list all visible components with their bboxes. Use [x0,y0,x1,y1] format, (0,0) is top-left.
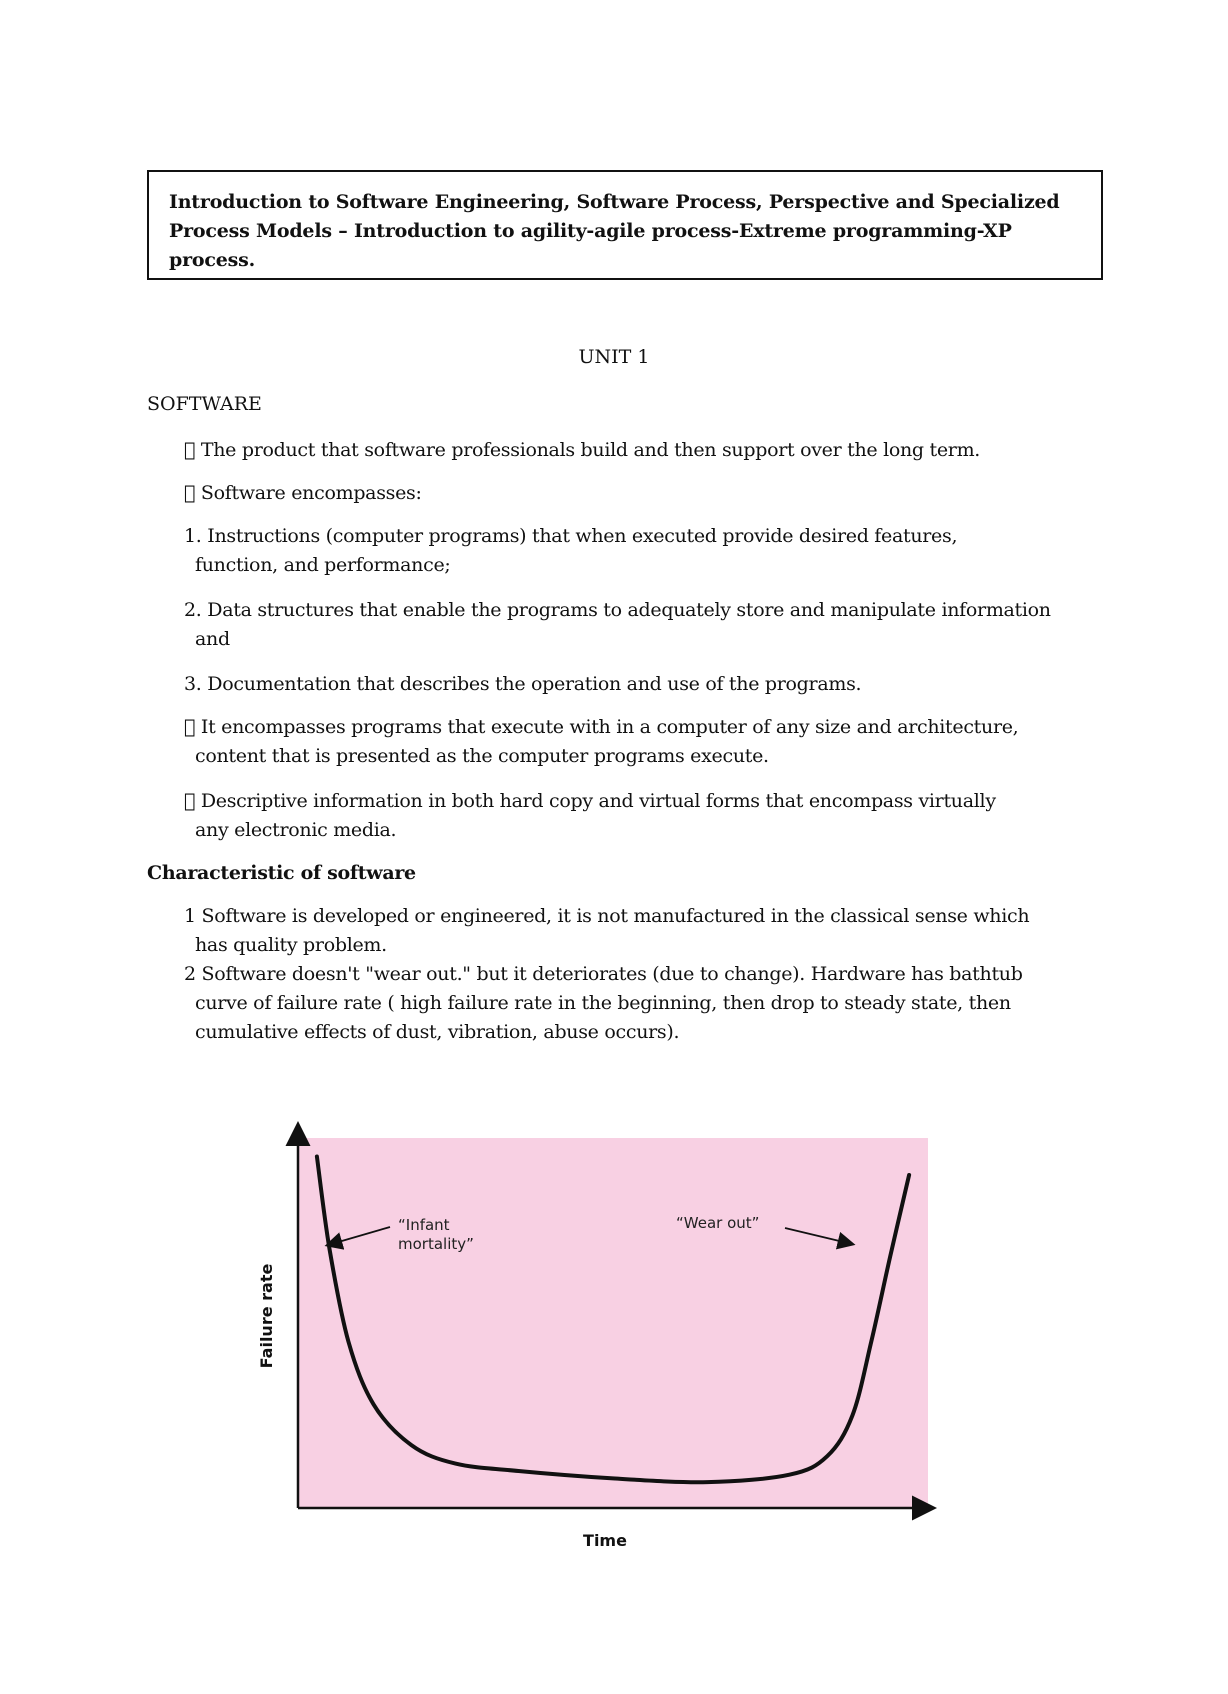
list-item [147,787,1077,845]
list-number: 1 [184,905,196,927]
list-item-continuation: cumulative effects of dust, vibration, abuse occurs). [195,1021,680,1043]
list-item-continuation: any electronic media. [195,819,397,841]
list-item [147,960,1077,1047]
x-axis-label: Time [583,1531,627,1550]
infant-mortality-label-line1: “Infant [398,1216,450,1234]
wear-out-label: “Wear out” [676,1214,760,1232]
infant-mortality-label-line2: mortality” [398,1235,474,1253]
bullet-icon [184,439,195,461]
topics-text: Introduction to Software Engineering, Software Process, Perspective and Specialized Process Models – Introduction to agility-agile process-Extreme programming-XP process. [169,191,1060,271]
chart-svg [257,1120,940,1560]
list-item-continuation: function, and performance; [195,554,451,576]
list-item [147,596,1077,654]
bullet-icon [184,716,195,738]
bullet-icon [184,482,195,504]
y-axis-label: Failure rate [257,1263,276,1369]
list-item-continuation: and [195,628,230,650]
bullet-icon [184,790,195,812]
list-item-text: Software is developed or engineered, it is not manufactured in the classical sense which [201,905,1030,927]
list-item [147,902,1077,960]
list-item-continuation: has quality problem. [195,934,387,956]
list-number: 2 [184,963,196,985]
software-heading: SOFTWARE [147,393,262,415]
topics-box [147,170,1103,280]
list-item-text: Data structures that enable the programs to adequately store and manipulate information [207,599,1051,621]
list-item-text: It encompasses programs that execute with in a computer of any size and architecture, [184,716,1002,738]
characteristic-heading: Characteristic of software [147,862,416,884]
unit-heading: UNIT 1 [578,346,650,368]
list-item-text: Descriptive information in both hard copy and virtual forms that encompass virtually [184,790,979,812]
list-item-text: Software doesn't "wear out." but it deteriorates (due to change). Hardware has bathtub [201,963,1023,985]
list-number: 1. [184,525,202,547]
list-item-continuation: curve of failure rate ( high failure rate in the beginning, then drop to steady state, then [195,992,1011,1014]
bathtub-curve-chart [257,1120,940,1560]
list-item-text: Instructions (computer programs) that when executed provide desired features, [207,525,958,547]
list-item [147,479,1077,508]
list-item-text: Software encompasses: [184,482,405,504]
list-item [147,522,1077,580]
list-item-text: Documentation that describes the operation and use of the programs. [207,673,862,695]
list-number: 3. [184,673,202,695]
list-item-text: The product that software professionals build and then support over the long term. [184,439,964,461]
list-item [147,436,1077,465]
list-item [147,713,1077,771]
list-item-continuation: content that is presented as the computer programs execute. [195,745,769,767]
list-item [147,670,1077,699]
software-content [147,436,1077,1047]
list-number: 2. [184,599,202,621]
